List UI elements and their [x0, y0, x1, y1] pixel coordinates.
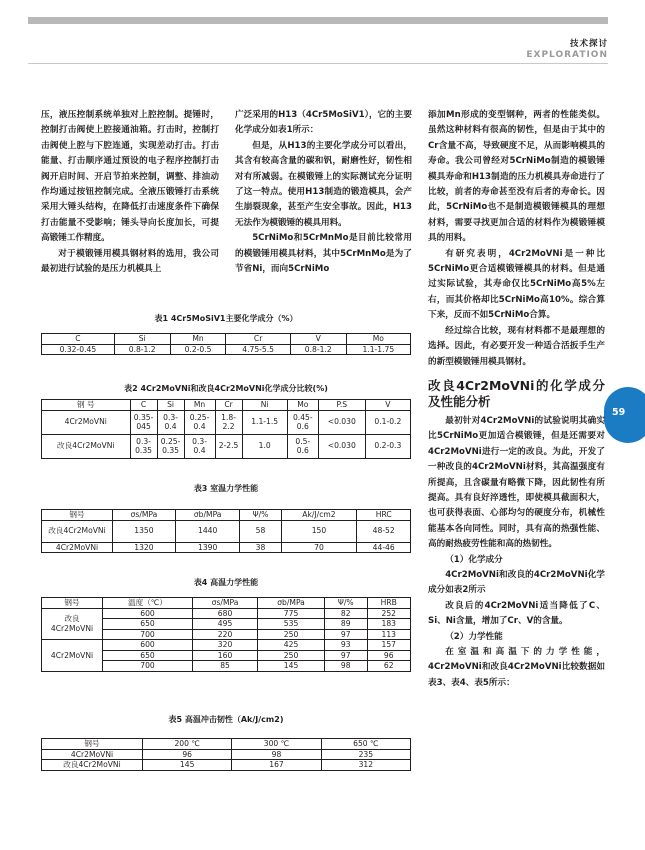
- table-cell: 0.8-1.2: [114, 344, 170, 355]
- table-cell: 97: [324, 650, 367, 661]
- header-cell: Cr: [215, 400, 242, 411]
- table1-caption: 表1 4Cr5MoSiV1主要化学成分（%）: [154, 314, 298, 323]
- section-label-en: EXPLORATION: [526, 50, 608, 60]
- table-cell: 145: [258, 661, 325, 672]
- table4: [41, 597, 411, 672]
- table-cell: 700: [103, 629, 193, 640]
- table-cell: 改良4Cr2MoVNi: [42, 434, 131, 458]
- header-cell: C: [130, 400, 157, 411]
- table-cell: 4Cr2MoVNi: [42, 640, 103, 672]
- table-cell: 167: [232, 760, 321, 771]
- table-cell: 93: [324, 640, 367, 651]
- header-cell: σb/MPa: [175, 510, 240, 521]
- table-cell: 2-2.5: [215, 434, 242, 458]
- table-cell: 0.35-045: [130, 410, 157, 434]
- paragraph: 有研究表明，4Cr2MoVNi是一种比5CrNiMo更合适模锻锤模具的材料。但是通过实际试验，其寿命仅比5CrNiMo高5%左右，而其价格却比5CrNiMo高10%。综合算下来，反而不如5CrNiMo合算。: [428, 248, 605, 321]
- table-cell: 89: [324, 619, 367, 630]
- header-cell: Ak/J/cm2: [281, 510, 357, 521]
- table-cell: 1.1-1.75: [346, 344, 410, 355]
- text-column-3: [428, 108, 605, 691]
- table-cell: 0.25-0.4: [184, 410, 215, 434]
- table-header-row: [42, 400, 411, 411]
- table-cell: 1.8-2.2: [215, 410, 242, 434]
- table-cell: 1.1-1.5: [242, 410, 287, 434]
- header-cell: 钢号: [42, 598, 103, 609]
- header-cell: V: [290, 334, 346, 345]
- table-row: [42, 344, 411, 355]
- header-cell: 650 ℃: [321, 739, 410, 750]
- header-cell: Ψ/%: [324, 598, 367, 609]
- header-cell: σs/MPa: [192, 598, 257, 609]
- table-cell: 0.3-0.4: [157, 410, 184, 434]
- table-cell: 250: [258, 629, 325, 640]
- header-cell: HRB: [367, 598, 410, 609]
- table3: [41, 509, 411, 553]
- table-row: [42, 749, 411, 760]
- table-cell: 98: [232, 749, 321, 760]
- header-cell: Ni: [242, 400, 287, 411]
- table-cell: 62: [367, 661, 410, 672]
- text-column-2: [235, 108, 412, 277]
- header-cell: 300 ℃: [232, 739, 321, 750]
- table-header-row: [42, 739, 411, 750]
- table-cell: 183: [367, 619, 410, 630]
- table-row: [42, 410, 411, 434]
- table-cell: 58: [240, 520, 281, 542]
- paragraph: 经过综合比较，现有材料都不是最理想的选择。因此，有必要开发一种适合活扳手生产的新型模锻锤用模具钢材。: [428, 325, 605, 367]
- table2-caption: 表2 4Cr2MoVNi和改良4Cr2MoVNi化学成分比较(%): [124, 384, 328, 393]
- table-cell: 680: [192, 608, 257, 619]
- header-cell: Mn: [184, 400, 215, 411]
- table-cell: 70: [281, 542, 357, 553]
- table-cell: 0.32-0.45: [42, 344, 115, 355]
- table-cell: 495: [192, 619, 257, 630]
- table-cell: 1350: [113, 520, 176, 542]
- table-cell: 98: [324, 661, 367, 672]
- table-cell: 650: [103, 650, 193, 661]
- header-cell: HRC: [357, 510, 411, 521]
- table-row: [42, 434, 411, 458]
- table1: [41, 333, 411, 355]
- table-cell: 0.3-0.4: [184, 434, 215, 458]
- table-cell: 82: [324, 608, 367, 619]
- table-cell: 250: [258, 650, 325, 661]
- table-cell: 改良4Cr2MoVNi: [42, 520, 113, 542]
- paragraph: 4Cr2MoVNi和改良的4Cr2MoVNi化学成分如表2所示: [428, 569, 605, 596]
- header-cell: Cr: [226, 334, 290, 345]
- section-label-cn: 技术探讨: [569, 39, 608, 49]
- table-cell: 97: [324, 629, 367, 640]
- table-cell: 157: [367, 640, 410, 651]
- table-cell: 113: [367, 629, 410, 640]
- table-cell: 改良4Cr2MoVNi: [42, 760, 143, 771]
- top-rule: [28, 17, 608, 24]
- paragraph: 对于模锻锤用模具钢材料的选用，我公司最初进行试验的是压力机模具上: [41, 248, 219, 275]
- table4-caption: 表4 高温力学性能: [193, 578, 259, 587]
- header-cell: 钢号: [42, 739, 143, 750]
- table-cell: 160: [192, 650, 257, 661]
- paragraph: 5CrNiMo和5CrMnMo是目前比较常用的模锻锤用模具材料，其中5CrMnMo是为了节省Ni，而向5CrNiMo: [235, 233, 412, 275]
- table-cell: 4Cr2MoVNi: [42, 749, 143, 760]
- table-cell: 96: [367, 650, 410, 661]
- paragraph: 添加Mn形成的变型钢种，两者的性能类似。虽然这种材料有很高的韧性，但是由于其中的Cr含量不高，导致硬度不足，从而影响模具的寿命。我公司曾经对5CrNiMo制造的模锻锤模具寿命和H13制造的压力机模具寿命进行了比较，前者的寿命甚至没有后者的寿命长。因此，5CrNiMo也不是制造模锻锤模具的理想材料，需要寻找更加合适的材料作为模锻锤模具的用料。: [428, 110, 605, 244]
- table-cell: 650: [103, 619, 193, 630]
- header-divider: [28, 63, 608, 64]
- table-cell: 0.45-0.6: [287, 410, 318, 434]
- table-cell: 312: [321, 760, 410, 771]
- table-cell: 535: [258, 619, 325, 630]
- table-cell: 0.8-1.2: [290, 344, 346, 355]
- table-cell: 320: [192, 640, 257, 651]
- table5-caption: 表5 高温冲击韧性（Ak/J/cm2): [168, 715, 284, 724]
- header-cell: Mo: [287, 400, 318, 411]
- paragraph: 但是，从H13的主要化学成分可以看出，其含有较高含量的碳和钒，耐磨性好，韧性相对有所减弱。在模锻锤上的实际测试充分证明了这一特点。使用H13制造的锻造模具，会产生崩裂现象，甚至产生安全事故。因此，H13无法作为模锻锤的模具用料。: [235, 140, 412, 228]
- table-cell: 150: [281, 520, 357, 542]
- table-cell: 0.1-0.2: [365, 410, 410, 434]
- table-cell: 48-52: [357, 520, 411, 542]
- header-cell: Mn: [170, 334, 226, 345]
- header-cell: Si: [114, 334, 170, 345]
- page-number: 59: [612, 407, 626, 418]
- paragraph: 广泛采用的H13（4Cr5MoSiV1），它的主要化学成分如表1所示：: [235, 110, 412, 136]
- table-row: [42, 542, 411, 553]
- table-cell: 改良4Cr2MoVNi: [42, 608, 103, 640]
- table-cell: 96: [143, 749, 232, 760]
- paragraph: 最初针对4Cr2MoVNi的试验说明其确实比5CrNiMo更加适合模锻锤，但是还需要对4Cr2MoVNi进行一定的改良。为此，开发了一种改良的4Cr2MoVNi材料，其高温强度有所提高，且含碳量有略微下降，因此韧性有所提高。具有良好淬透性，即使模具截面积大，也可获得表面、心部均匀的硬度分布，机械性能基本各向同性。同时，具有高的热强性能、高的耐热疲劳性能和高的热韧性。: [428, 415, 605, 550]
- table-cell: 4Cr2MoVNi: [42, 410, 131, 434]
- header-cell: 200 ℃: [143, 739, 232, 750]
- text-column-1: [41, 108, 219, 277]
- table-cell: 4Cr2MoVNi: [42, 542, 113, 553]
- table-cell: 252: [367, 608, 410, 619]
- header-cell: V: [365, 400, 410, 411]
- table-cell: 425: [258, 640, 325, 651]
- table-cell: 145: [143, 760, 232, 771]
- paragraph: 改良后的4Cr2MoVNi适当降低了C、Si、Ni含量，增加了Cr、V的含量。: [428, 600, 605, 627]
- header-cell: σb/MPa: [258, 598, 325, 609]
- table-cell: 0.3-0.35: [130, 434, 157, 458]
- section-heading: 改良4Cr2MoVNi的化学成分及性能分析: [428, 377, 605, 409]
- table-cell: 600: [103, 640, 193, 651]
- header-cell: σs/MPa: [113, 510, 176, 521]
- table-header-row: [42, 510, 411, 521]
- table-cell: 1.0: [242, 434, 287, 458]
- table-cell: 220: [192, 629, 257, 640]
- table-header-row: [42, 598, 411, 609]
- table-cell: 0.2-0.5: [170, 344, 226, 355]
- paragraph: 在室温和高温下的力学性能，4Cr2MoVNi和改良4Cr2MoVNi比较数据如表3、表4、表5所示：: [428, 647, 605, 688]
- table-row: [42, 520, 411, 542]
- table-cell: 85: [192, 661, 257, 672]
- table-cell: 0.5-0.6: [287, 434, 318, 458]
- table-cell: 4.75-5.5: [226, 344, 290, 355]
- table-cell: 1390: [175, 542, 240, 553]
- table-cell: 700: [103, 661, 193, 672]
- header-cell: Si: [157, 400, 184, 411]
- table-cell: 1440: [175, 520, 240, 542]
- table5: [41, 738, 411, 771]
- table-row: [42, 640, 411, 651]
- paragraph: （1）化学成分: [445, 554, 503, 565]
- table-cell: <0.030: [318, 410, 365, 434]
- header-cell: P.S: [318, 400, 365, 411]
- table-cell: 44-46: [357, 542, 411, 553]
- header-cell: C: [42, 334, 115, 345]
- header-cell: Mo: [346, 334, 410, 345]
- paragraph: 压，液压控制系统单独对上腔控制。提锤时，控制打击阀使上腔接通油箱。打击时，控制打击阀使上腔与下腔连通，实现差动打击。打击能量、打击顺序通过预设的电子程序控制打击阀开启时间、开启节拍来控制，调整、排油动作均通过按钮控制完成。全液压锻锤打击系统采用大锤头结构，在降低打击速度条件下确保打击能量不受影响；锤头导向长度加长，可提高锻锤工作精度。: [41, 110, 219, 244]
- paragraph: （2）力学性能: [445, 631, 503, 642]
- table-cell: 38: [240, 542, 281, 553]
- table-row: [42, 760, 411, 771]
- table-cell: 0.2-0.3: [365, 434, 410, 458]
- table-cell: 775: [258, 608, 325, 619]
- table2: [41, 399, 411, 459]
- table-cell: 1320: [113, 542, 176, 553]
- table-cell: 235: [321, 749, 410, 760]
- header-cell: 钢 号: [42, 400, 131, 411]
- header-cell: 钢号: [42, 510, 113, 521]
- table-cell: 0.25-0.35: [157, 434, 184, 458]
- table-header-row: [42, 334, 411, 345]
- table-cell: 600: [103, 608, 193, 619]
- table-cell: <0.030: [318, 434, 365, 458]
- header-cell: 温度（℃）: [103, 598, 193, 609]
- table-row: [42, 608, 411, 619]
- table3-caption: 表3 室温力学性能: [193, 484, 259, 493]
- header-cell: Ψ/%: [240, 510, 281, 521]
